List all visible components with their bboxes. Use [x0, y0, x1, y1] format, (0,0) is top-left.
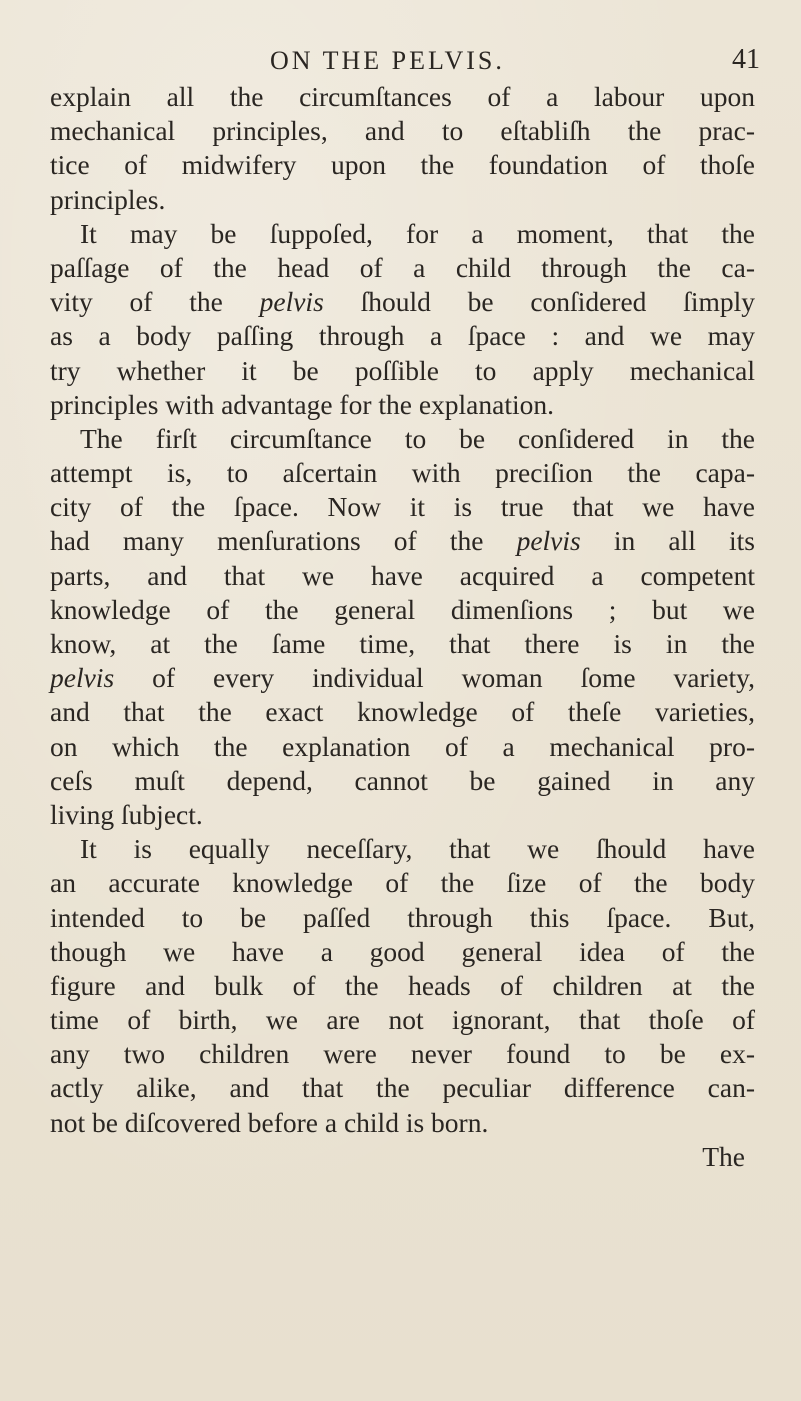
text-line: actly alike, and that the peculiar difference can-	[50, 1072, 755, 1104]
text-line: attempt is, to aſcertain with preciſion the capa-	[50, 457, 755, 489]
text-run: of every individual woman ſome variety,	[152, 662, 755, 694]
italic-term: pelvis	[259, 286, 324, 318]
text-line: any two children were never found to be ex-	[50, 1038, 755, 1070]
text-line: time of birth, we are not ignorant, that thoſe of	[50, 1004, 755, 1036]
text-line	[50, 661, 755, 695]
text-line: living ſubject.	[50, 798, 203, 830]
text-line: ceſs muſt depend, cannot be gained in any	[50, 764, 755, 796]
text-line: mechanical principles, and to eſtabliſh the prac-	[50, 115, 755, 147]
running-head: ON THE PELVIS.	[270, 46, 505, 75]
italic-term: pelvis	[50, 662, 115, 694]
text-line: It is equally neceſſary, that we ſhould have	[80, 833, 755, 865]
text-line	[50, 524, 755, 558]
text-line: principles.	[50, 183, 166, 215]
text-line: know, at the ſame time, that there is in the	[50, 628, 755, 659]
text-line: an accurate knowledge of the ſize of the body	[50, 867, 755, 899]
text-line: and that the exact knowledge of theſe varieties,	[50, 696, 755, 728]
text-line: on which the explanation of a mechanical pro-	[50, 730, 755, 762]
text-line: paſſage of the head of a child through the ca-	[50, 251, 755, 283]
text-line: knowledge of the general dimenſions ; but we	[50, 593, 755, 625]
text-line: though we have a good general idea of the	[50, 935, 755, 967]
text-run: in all its	[613, 525, 756, 557]
italic-term: pelvis	[516, 525, 581, 557]
text-line: as a body paſſing through a ſpace : and we may	[50, 320, 755, 352]
text-run: vity of the	[50, 286, 223, 318]
text-run: ſhould be conſidered ſimply	[360, 286, 755, 318]
text-line: The firſt circumſtance to be conſidered in the	[80, 422, 755, 454]
text-line: intended to be paſſed through this ſpace. But,	[50, 901, 755, 933]
text-line: principles with advantage for the explanation.	[50, 388, 554, 420]
text-line: explain all the circumſtances of a labour upon	[50, 81, 755, 112]
text-line: figure and bulk of the heads of children at the	[50, 969, 755, 1001]
text-line: city of the ſpace. Now it is true that we have	[50, 491, 755, 523]
text-line: not be diſcovered before a child is born.	[50, 1106, 489, 1138]
text-line: try whether it be poſſible to apply mechanical	[50, 354, 755, 386]
page-number: 41	[732, 44, 760, 75]
text-line: parts, and that we have acquired a competent	[50, 559, 755, 591]
text-line: tice of midwifery upon the foundation of thoſe	[50, 149, 755, 181]
text-line	[50, 285, 755, 319]
catchword: The	[702, 1140, 745, 1172]
body-text	[50, 80, 755, 1174]
text-line: It may be ſuppoſed, for a moment, that the	[80, 217, 755, 249]
text-run: had many menſurations of the	[50, 525, 484, 557]
